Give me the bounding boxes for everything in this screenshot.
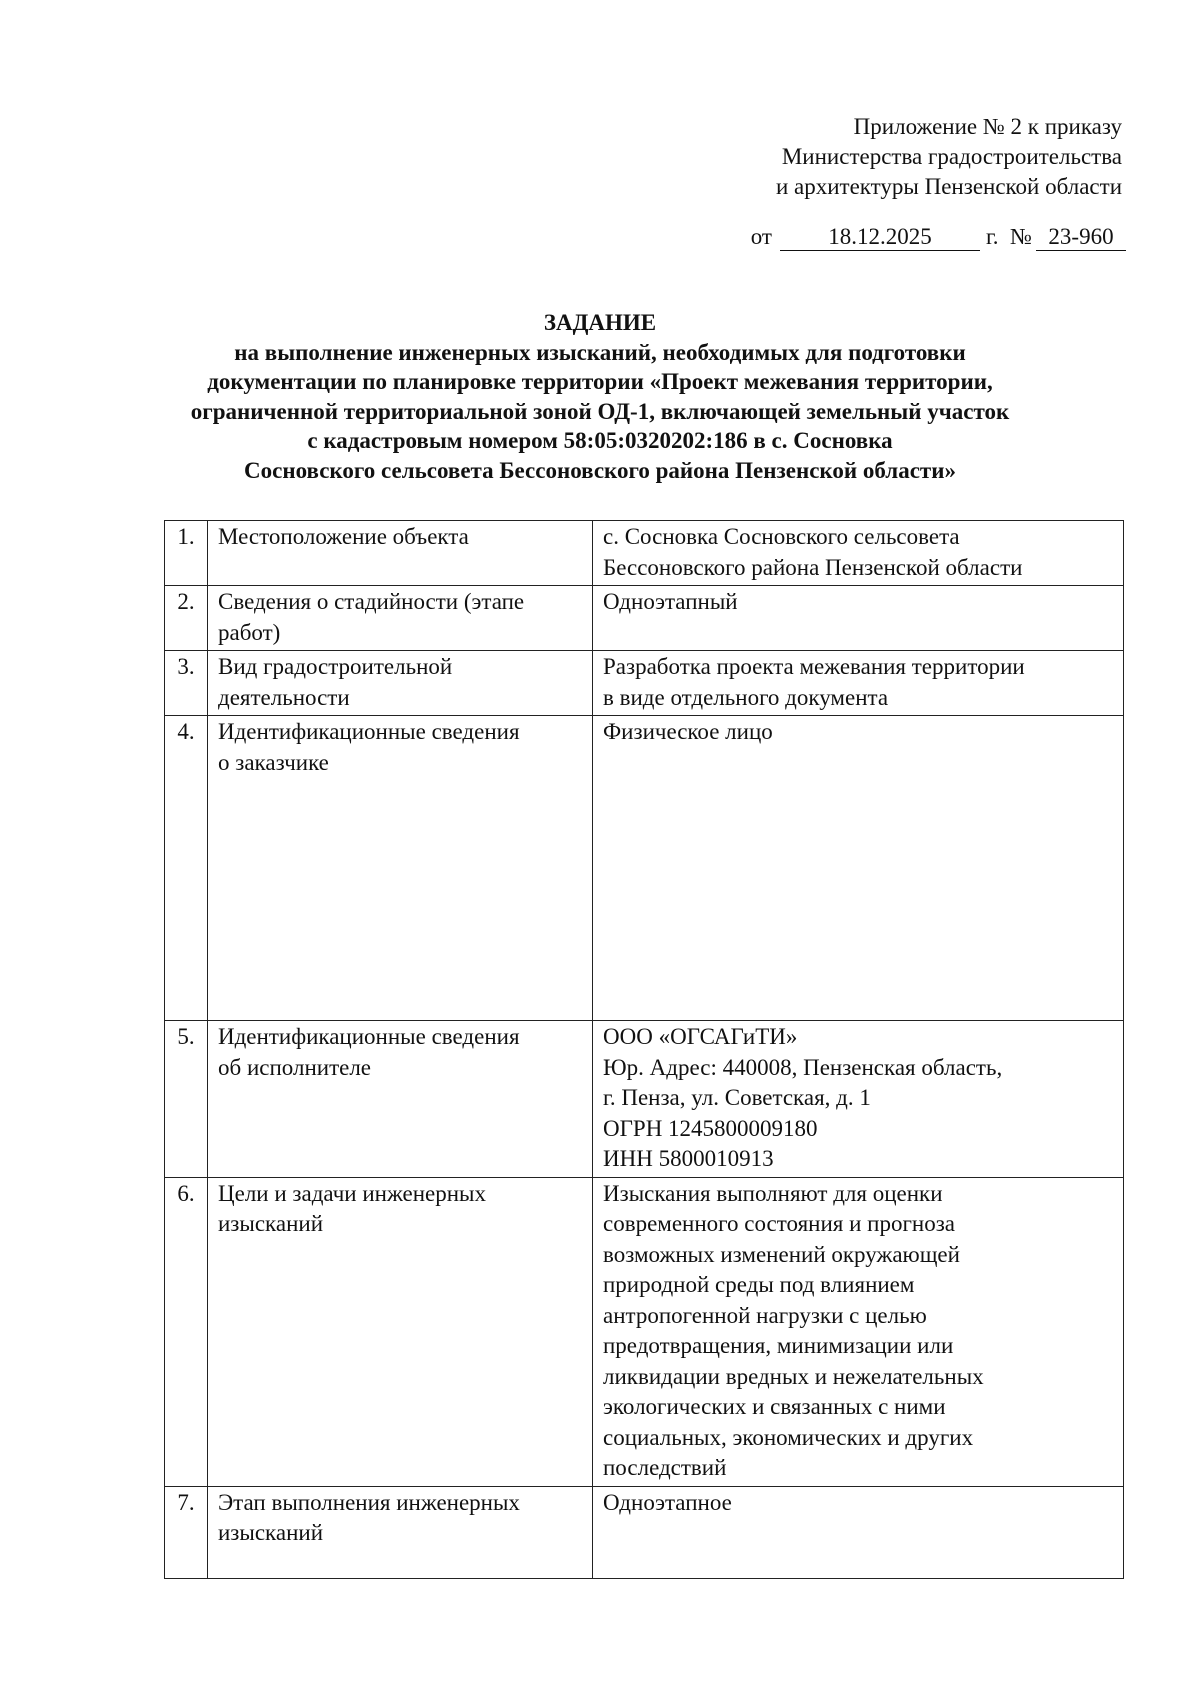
row-value (593, 1177, 1124, 1486)
row-label-line: Этап выполнения инженерных (218, 1489, 520, 1515)
row-label (208, 651, 593, 716)
row-label (208, 586, 593, 651)
row-label-line: Идентификационные сведения (218, 1024, 520, 1049)
row-number: 2. (165, 586, 208, 651)
row-value (593, 521, 1124, 586)
row-value-line: возможных изменений окружающей (603, 1241, 960, 1267)
row-value-line: Юр. Адрес: 440008, Пензенская область, (603, 1054, 1003, 1080)
row-value-line: природной среды под влиянием (603, 1272, 915, 1297)
row-value-line: ликвидации вредных и нежелательных (603, 1363, 984, 1389)
row-label-line: работ) (218, 619, 281, 645)
row-label-line: об исполнителе (218, 1054, 372, 1080)
order-number: 23-960 (1036, 224, 1126, 251)
row-value-line: последствий (603, 1455, 727, 1480)
table-row (165, 1486, 1124, 1578)
row-value-line: предотвращения, минимизации или (603, 1333, 954, 1358)
order-year-suffix: г. (985, 224, 999, 249)
row-value (593, 651, 1124, 716)
title-line: Сосновского сельсовета Бессоновского района Пензенской области» (244, 457, 956, 483)
row-value-line: Изыскания выполняют для оценки (603, 1180, 943, 1206)
order-number-sign: № (1010, 224, 1032, 249)
row-label-line: Вид градостроительной (218, 654, 453, 679)
appendix-line: и архитектуры Пензенской области (775, 174, 1122, 199)
table-row (165, 651, 1124, 716)
row-value (593, 586, 1124, 651)
row-value-line: антропогенной нагрузки с целью (603, 1302, 927, 1328)
row-label (208, 716, 593, 1021)
row-number: 7. (165, 1486, 208, 1578)
row-value-line: Физическое лицо (603, 719, 773, 744)
title-line: на выполнение инженерных изысканий, необходимых для подготовки (234, 339, 966, 365)
row-value-line: Одноэтапное (603, 1489, 732, 1515)
row-value-line: в виде отдельного документа (603, 684, 889, 710)
row-label-line: Цели и задачи инженерных (218, 1180, 487, 1206)
title-line: ограниченной территориальной зоной ОД-1, включающей земельный участок (190, 398, 1010, 424)
table-row (165, 1177, 1124, 1486)
appendix-header (776, 112, 1122, 202)
row-number: 5. (165, 1021, 208, 1178)
table-row (165, 521, 1124, 586)
table-row (165, 586, 1124, 651)
row-label (208, 1486, 593, 1578)
row-value-line: ОГРН 1245800009180 (603, 1115, 818, 1141)
order-prefix: от (750, 224, 772, 249)
row-value-line: современного состояния и прогноза (603, 1211, 955, 1236)
order-date: 18.12.2025 (780, 224, 980, 251)
row-label-line: Местоположение объекта (218, 524, 469, 549)
appendix-line: Министерства градостроительства (781, 144, 1122, 169)
row-value-line: с. Сосновка Сосновского сельсовета (603, 524, 960, 549)
row-value (593, 716, 1124, 1021)
row-label-line: о заказчике (218, 749, 329, 775)
row-value-line: Одноэтапный (603, 589, 738, 614)
table-row (165, 1021, 1124, 1178)
row-value-line: г. Пенза, ул. Советская, д. 1 (603, 1085, 871, 1110)
row-value-line: Разработка проекта межевания территории (603, 654, 1025, 679)
row-label-line: изысканий (218, 1211, 324, 1236)
row-value-line: ИНН 5800010913 (603, 1146, 774, 1171)
row-label-line: деятельности (218, 684, 350, 710)
order-date-number (751, 222, 1126, 252)
row-label-line: Сведения о стадийности (этапе (218, 589, 525, 614)
document-title (100, 308, 1100, 485)
row-number: 4. (165, 716, 208, 1021)
assignment-table (164, 520, 1124, 1579)
row-number: 6. (165, 1177, 208, 1486)
appendix-line: Приложение № 2 к приказу (853, 114, 1122, 139)
row-label-line: изысканий (218, 1520, 324, 1545)
title-heading: ЗАДАНИЕ (543, 310, 657, 335)
row-value-line: ООО «ОГСАГиТИ» (603, 1024, 798, 1049)
row-value (593, 1021, 1124, 1178)
row-label (208, 521, 593, 586)
row-label-line: Идентификационные сведения (218, 719, 520, 744)
row-number: 3. (165, 651, 208, 716)
table-row (165, 716, 1124, 1021)
row-number: 1. (165, 521, 208, 586)
title-line: документации по планировке территории «Проект межевания территории, (207, 369, 993, 394)
row-value (593, 1486, 1124, 1578)
row-value-line: социальных, экономических и других (603, 1424, 974, 1450)
row-value-line: Бессоновского района Пензенской области (603, 554, 1023, 580)
row-value-line: экологических и связанных с ними (603, 1394, 946, 1419)
row-label (208, 1177, 593, 1486)
title-line: с кадастровым номером 58:05:0320202:186 в с. Сосновка (307, 428, 893, 453)
row-label (208, 1021, 593, 1178)
